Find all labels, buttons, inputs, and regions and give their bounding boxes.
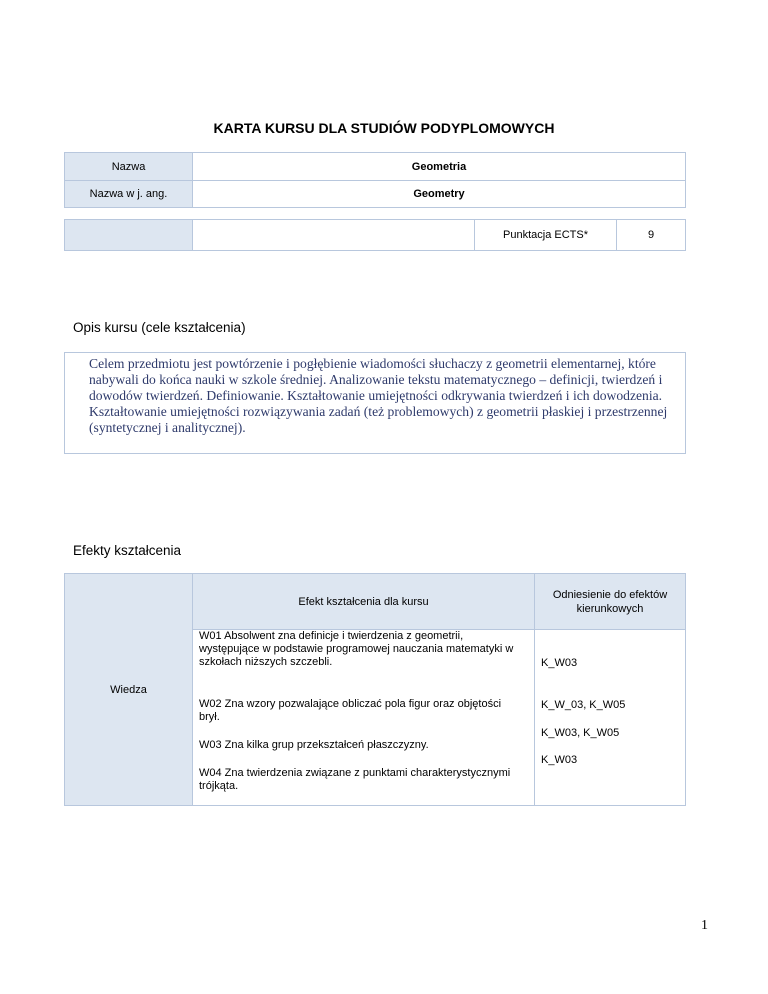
name-en-label: Nazwa w j. ang. <box>65 181 193 208</box>
description-heading: Opis kursu (cele kształcenia) <box>73 320 246 335</box>
outcomes-table <box>64 573 686 806</box>
reference-w02: K_W_03, K_W05 <box>541 699 626 711</box>
reference-list-cell <box>535 630 686 806</box>
outcome-item-w02: W02 Zna wzory pozwalające obliczać pola figur oraz objętości brył. <box>199 698 502 723</box>
category-cell <box>65 574 193 806</box>
outcome-list-cell <box>193 630 535 806</box>
name-en-value: Geometry <box>193 181 686 208</box>
page-number: 1 <box>701 918 708 933</box>
description-text: Celem przedmiotu jest powtórzenie i pogłębienie wiadomości słuchaczy z geometrii elementarnej, które nabywali do końca nauki w szkole średniej. Analizowanie tekstu matematycznego – definicji, twierdzeń i dowodów twierdzeń. Definiowanie. Kształtowanie umiejętności odkrywania twierdzeń i ich dowodzenia. Kształtowanie umiejętności rozwiązywania zadań (też problemowych) z geometrii płaskiej i przestrzennej (syntetycznej i analitycznej). <box>64 352 686 454</box>
reference-column-header: Odniesienie do efektów kierunkowych <box>535 574 686 630</box>
ects-blank-shaded <box>65 220 193 251</box>
name-value: Geometria <box>193 153 686 181</box>
reference-w04: K_W03 <box>541 754 578 766</box>
ects-table <box>64 219 686 251</box>
course-name-table <box>64 152 686 208</box>
name-label: Nazwa <box>65 153 193 181</box>
category-label: Wiedza <box>110 683 147 696</box>
outcome-item-w03: W03 Zna kilka grup przekształceń płaszczyzny. <box>199 739 429 751</box>
outcomes-heading: Efekty kształcenia <box>73 543 182 558</box>
ects-label: Punktacja ECTS* <box>475 220 617 251</box>
reference-w01: K_W03 <box>541 657 578 669</box>
outcome-item-w04: W04 Zna twierdzenia związane z punktami charakterystycznymi trójkąta. <box>199 767 511 792</box>
ects-value: 9 <box>617 220 686 251</box>
outcome-item-w01: W01 Absolwent zna definicje i twierdzenia z geometrii, występujące w podstawie programowej nauczania matematyki w szkołach niższych szczebli. <box>199 630 514 668</box>
reference-w03: K_W03, K_W05 <box>541 727 620 739</box>
ects-blank <box>193 220 475 251</box>
outcome-column-header: Efekt kształcenia dla kursu <box>193 574 535 630</box>
page-title: KARTA KURSU DLA STUDIÓW PODYPLOMOWYCH <box>213 120 555 136</box>
